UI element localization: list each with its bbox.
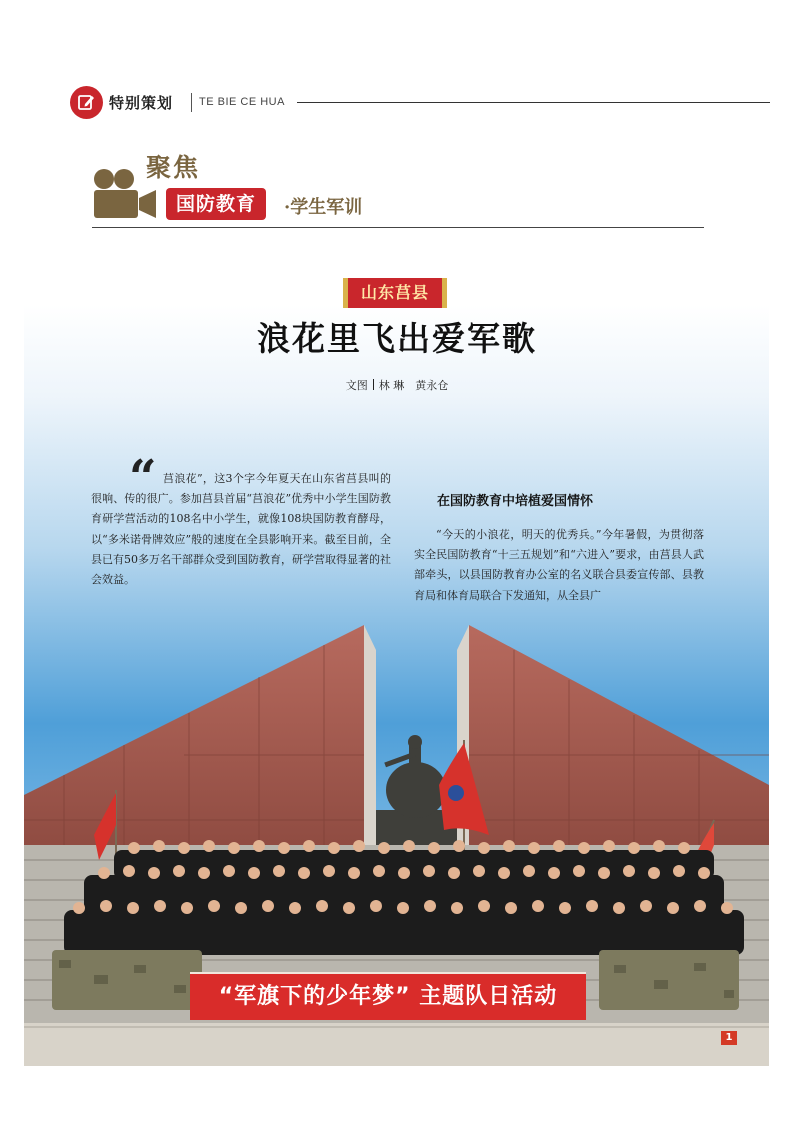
byline-divider — [373, 379, 374, 390]
byline-prefix: 文图 — [345, 379, 368, 392]
column-title: 聚焦 — [146, 153, 201, 182]
quote-mark-icon: “ — [129, 450, 157, 506]
byline-authors: 林 琳 黄永仓 — [378, 379, 449, 392]
page-number: 1 — [721, 1031, 737, 1045]
byline — [0, 377, 794, 393]
page-header — [70, 86, 770, 120]
photo-banner: “军旗下的少年梦” 主题队日活动 — [190, 972, 586, 1020]
column-subtitle: ·学生军训 — [284, 197, 363, 218]
section-pinyin: TE BIE CE HUA — [199, 96, 285, 108]
body-paragraph: “今天的小浪花，明天的优秀兵。”今年暑假，为贯彻落实全民国防教育“十三五规划”和“六进入”要求，由莒县人武部牵头，以县国防教育办公室的名义联合县委宣传部、县教育局和体育局联合下发通知，从全县广 — [414, 528, 704, 602]
column-banner — [92, 148, 704, 230]
header-divider — [191, 93, 192, 112]
group-photo — [24, 305, 769, 1066]
lead-paragraph: 莒浪花”，这3个字今年夏天在山东省莒县叫的很响、传的很广。参加莒县首届“莒浪花”优秀中小学生国防教育研学营活动的108名中小学生，就像108块国防教育酵母，以“多米诺骨牌效应”般的速度在全县影响开来。截至目前，全县已有50多万名干部群众受到国防教育，研学营取得显著的社会效益。 — [91, 472, 391, 587]
region-label: 山东莒县 — [343, 278, 447, 308]
section-name: 特别策划 — [109, 94, 174, 112]
header-rule — [297, 102, 770, 103]
column-tag: 国防教育 — [166, 188, 266, 220]
column-rule — [92, 227, 704, 228]
section-heading: 在国防教育中培植爱国情怀 — [437, 494, 594, 509]
article-title: 浪花里飞出爱军歌 — [257, 319, 537, 358]
pencil-note-icon — [70, 86, 103, 119]
